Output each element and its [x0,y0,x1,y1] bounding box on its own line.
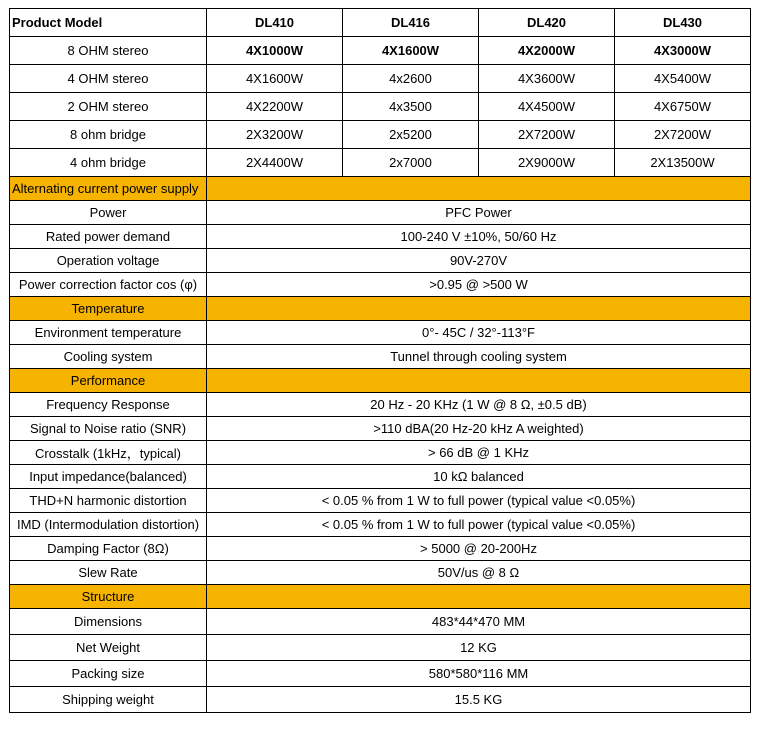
spec-value: >0.95 @ >500 W [207,273,751,297]
spec-value: 100-240 V ±10%, 50/60 Hz [207,225,751,249]
power-row [10,37,751,65]
power-value: 4x2600 [343,65,479,93]
section-fill [207,297,751,321]
header-row [10,9,751,37]
power-value: 2X7200W [615,121,751,149]
power-value: 2x5200 [343,121,479,149]
power-value: 4X2000W [479,37,615,65]
power-row-label: 4 ohm bridge [10,149,207,177]
spec-value: 12 KG [207,635,751,661]
spec-label: Operation voltage [10,249,207,273]
spec-label: THD+N harmonic distortion [10,489,207,513]
spec-label: Rated power demand [10,225,207,249]
power-value: 4X6750W [615,93,751,121]
power-row [10,121,751,149]
power-value: 4X3000W [615,37,751,65]
spec-label: Packing size [10,661,207,687]
spec-row [10,273,751,297]
power-value: 4X1600W [207,65,343,93]
power-row-label: 8 OHM stereo [10,37,207,65]
section-title: Structure [10,585,207,609]
spec-value: 50V/us @ 8 Ω [207,561,751,585]
spec-label: Crosstalk (1kHz，typical) [10,441,207,465]
spec-row [10,635,751,661]
spec-value: > 5000 @ 20-200Hz [207,537,751,561]
model-name: DL410 [207,9,343,37]
power-value: 2x7000 [343,149,479,177]
power-value: 4X3600W [479,65,615,93]
spec-row [10,661,751,687]
spec-label: Signal to Noise ratio (SNR) [10,417,207,441]
spec-row [10,249,751,273]
spec-row [10,609,751,635]
spec-label: Shipping weight [10,687,207,713]
section-fill [207,585,751,609]
power-row [10,65,751,93]
spec-row [10,489,751,513]
spec-row [10,225,751,249]
spec-value: >110 dBA(20 Hz-20 kHz A weighted) [207,417,751,441]
spec-value: 0°- 45C / 32°-113°F [207,321,751,345]
section-title: Alternating current power supply [10,177,207,201]
spec-label: Slew Rate [10,561,207,585]
spec-value: 20 Hz - 20 KHz (1 W @ 8 Ω, ±0.5 dB) [207,393,751,417]
spec-row [10,441,751,465]
spec-label: Damping Factor (8Ω) [10,537,207,561]
power-row-label: 2 OHM stereo [10,93,207,121]
spec-value: 10 kΩ balanced [207,465,751,489]
spec-value: PFC Power [207,201,751,225]
header-label: Product Model [10,9,207,37]
spec-label: Input impedance(balanced) [10,465,207,489]
power-value: 4X4500W [479,93,615,121]
spec-row [10,417,751,441]
spec-value: 15.5 KG [207,687,751,713]
spec-table [9,8,751,713]
model-name: DL430 [615,9,751,37]
spec-value: < 0.05 % from 1 W to full power (typical value <0.05%) [207,489,751,513]
section-header [10,297,751,321]
section-fill [207,369,751,393]
spec-label: IMD (Intermodulation distortion) [10,513,207,537]
spec-value: 580*580*116 MM [207,661,751,687]
spec-row [10,687,751,713]
section-header [10,585,751,609]
spec-row [10,513,751,537]
power-value: 4X1600W [343,37,479,65]
spec-value: > 66 dB @ 1 KHz [207,441,751,465]
section-header [10,177,751,201]
power-row [10,93,751,121]
spec-row [10,537,751,561]
spec-row [10,465,751,489]
power-row [10,149,751,177]
spec-row [10,393,751,417]
power-value: 4X1000W [207,37,343,65]
spec-row [10,561,751,585]
power-value: 4X2200W [207,93,343,121]
section-title: Performance [10,369,207,393]
power-value: 2X13500W [615,149,751,177]
spec-label: Cooling system [10,345,207,369]
power-value: 2X7200W [479,121,615,149]
power-value: 2X9000W [479,149,615,177]
spec-row [10,321,751,345]
spec-row [10,201,751,225]
model-name: DL416 [343,9,479,37]
section-fill [207,177,751,201]
model-name: DL420 [479,9,615,37]
power-row-label: 8 ohm bridge [10,121,207,149]
spec-label: Net Weight [10,635,207,661]
spec-value: < 0.05 % from 1 W to full power (typical value <0.05%) [207,513,751,537]
spec-label: Environment temperature [10,321,207,345]
power-value: 2X3200W [207,121,343,149]
power-value: 2X4400W [207,149,343,177]
power-value: 4X5400W [615,65,751,93]
section-header [10,369,751,393]
spec-label: Power correction factor cos (φ) [10,273,207,297]
power-row-label: 4 OHM stereo [10,65,207,93]
spec-value: 90V-270V [207,249,751,273]
spec-value: Tunnel through cooling system [207,345,751,369]
spec-label: Power [10,201,207,225]
spec-label: Dimensions [10,609,207,635]
spec-label: Frequency Response [10,393,207,417]
spec-value: 483*44*470 MM [207,609,751,635]
section-title: Temperature [10,297,207,321]
power-value: 4x3500 [343,93,479,121]
spec-row [10,345,751,369]
